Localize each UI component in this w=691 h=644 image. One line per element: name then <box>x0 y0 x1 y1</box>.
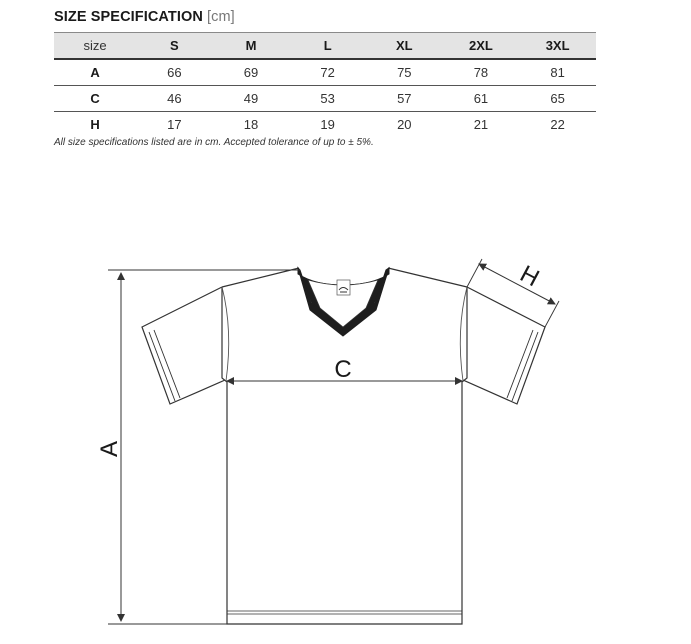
table-cell: 19 <box>320 117 335 132</box>
shirt-body-outline <box>222 287 467 624</box>
table-cell: 66 <box>136 59 213 86</box>
bottom-hem <box>227 611 462 614</box>
col-header: M <box>213 33 290 60</box>
table-cell: 20 <box>397 117 412 132</box>
table-cell: 53 <box>289 86 366 112</box>
table-cell: 49 <box>213 86 290 112</box>
table-cell: 75 <box>366 59 443 86</box>
dim-h-extension-top <box>467 259 482 287</box>
table-cell: 18 <box>243 117 259 132</box>
armhole-seam-left <box>222 287 229 381</box>
table-cell: 21 <box>473 117 489 132</box>
armhole-seam-right <box>460 287 467 381</box>
row-label: H <box>90 117 100 132</box>
col-header: S <box>136 33 213 60</box>
shirt-shoulder-left <box>222 268 299 287</box>
row-label: C <box>54 86 136 112</box>
tolerance-note: All size specifications listed are in cm. Accepted tolerance of up to ± 5%. <box>54 137 374 148</box>
col-header: XL <box>366 33 443 60</box>
dim-c-label: C <box>334 356 352 383</box>
table-cell: 72 <box>289 59 366 86</box>
dim-h-label: H <box>515 260 544 293</box>
table-cell: 61 <box>443 86 520 112</box>
row-label: A <box>54 59 136 86</box>
col-header: 2XL <box>443 33 520 60</box>
title-text: SIZE SPECIFICATION <box>54 9 203 25</box>
table-cell: 22 <box>550 117 565 132</box>
col-header: 3XL <box>519 33 596 60</box>
table-cell: 69 <box>213 59 290 86</box>
table-cell: 57 <box>366 86 443 112</box>
table-cell: 17 <box>167 117 182 132</box>
table-cell: 78 <box>443 59 520 86</box>
corner-label: size <box>54 33 136 60</box>
dim-a-label: A <box>96 440 123 458</box>
dim-h-extension-bottom <box>545 301 559 327</box>
col-header: L <box>289 33 366 60</box>
table-cell: 46 <box>136 86 213 112</box>
table-cell: 81 <box>519 59 596 86</box>
table-cell: 65 <box>519 86 596 112</box>
title-unit: [cm] <box>206 9 235 25</box>
shirt-shoulder-right <box>388 268 467 287</box>
